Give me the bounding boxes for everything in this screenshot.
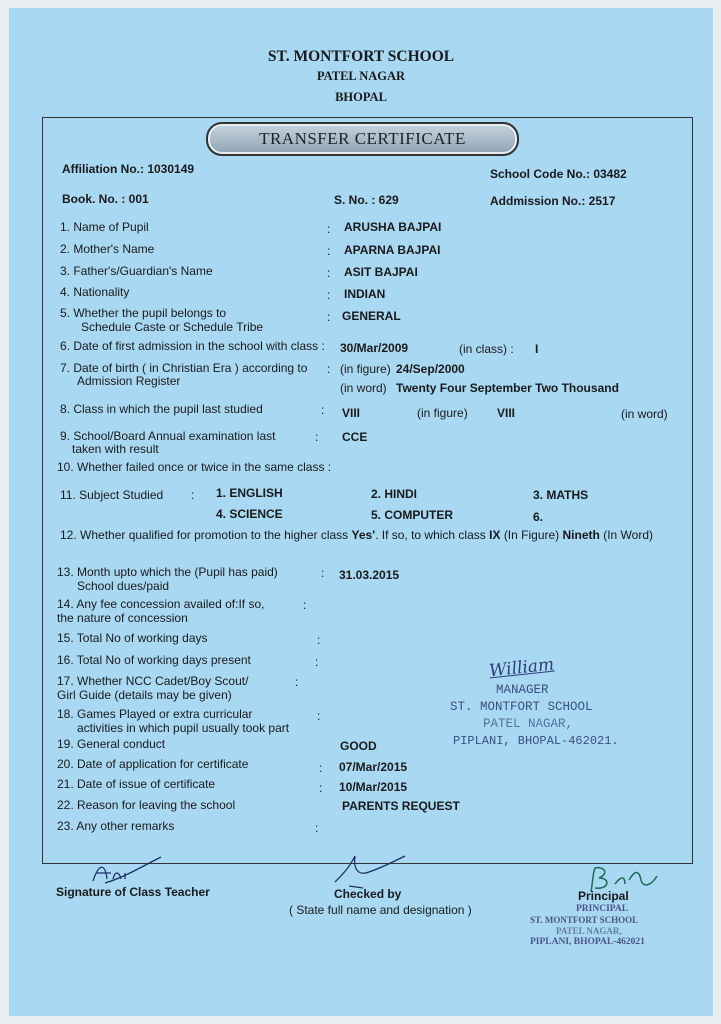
field-5-label-cont: Schedule Caste or Schedule Tribe xyxy=(81,320,264,334)
principal-stamp-area: PATEL NAGAR, xyxy=(556,926,622,936)
field-8-label: 8. Class in which the pupil last studied xyxy=(60,402,263,416)
in-figure-label: (in figure) xyxy=(340,362,391,376)
admission-number: Addmission No.: 2517 xyxy=(490,194,616,208)
colon: : xyxy=(327,310,331,324)
field-1-label: 1. Name of Pupil xyxy=(60,220,149,234)
in-word-label: (In Word) xyxy=(603,528,653,542)
colon: : xyxy=(315,821,319,835)
subject-5: 5. COMPUTER xyxy=(371,508,454,522)
serial-number: S. No. : 629 xyxy=(334,193,399,207)
certificate-title: TRANSFER CERTIFICATE xyxy=(259,129,466,148)
subject-3: 3. MATHS xyxy=(533,488,589,502)
field-14-label-cont: the nature of concession xyxy=(57,611,188,625)
subject-6: 6. xyxy=(533,510,544,524)
colon: : xyxy=(319,761,323,775)
colon: : xyxy=(315,430,319,444)
field-16-label: 16. Total No of working days present xyxy=(57,653,251,667)
field-18-label-cont: activities in which pupil usually took part xyxy=(77,721,290,735)
manager-signature: William xyxy=(488,654,556,682)
field-5-label: 5. Whether the pupil belongs to xyxy=(60,306,227,320)
field-14-label: 14. Any fee concession availed of:If so, xyxy=(57,597,265,611)
school-area: PATEL NAGAR xyxy=(316,69,406,83)
general-conduct: GOOD xyxy=(340,739,377,753)
promotion-class-word: Nineth xyxy=(562,528,600,542)
colon: : xyxy=(317,633,321,647)
nationality: INDIAN xyxy=(344,287,386,301)
last-class-figure: VIII xyxy=(342,406,361,420)
checked-by-label: Checked by xyxy=(334,887,402,901)
field-21-label: 21. Date of issue of certificate xyxy=(57,777,216,791)
leaving-reason: PARENTS REQUEST xyxy=(342,799,460,813)
school-city: BHOPAL xyxy=(335,90,387,104)
manager-stamp-area: PATEL NAGAR, xyxy=(483,717,574,731)
field-15-label: 15. Total No of working days xyxy=(57,631,208,645)
field-10-label: 10. Whether failed once or twice in the same class : xyxy=(57,460,332,474)
field-4-label: 4. Nationality xyxy=(60,285,130,299)
in-class-label: (in class) : xyxy=(459,342,514,356)
field-7-label: 7. Date of birth ( in Christian Era ) according to xyxy=(60,361,308,375)
field-3-label: 3. Father's/Guardian's Name xyxy=(60,264,213,278)
application-date: 07/Mar/2015 xyxy=(339,760,408,774)
father-name: ASIT BAJPAI xyxy=(344,265,418,279)
title-banner xyxy=(206,122,519,156)
caste-category: GENERAL xyxy=(342,309,401,323)
mother-name: APARNA BAJPAI xyxy=(344,243,441,257)
pupil-name: ARUSHA BAJPAI xyxy=(344,220,442,234)
field-12-label-cont: . If so, to which class xyxy=(375,528,486,542)
field-6-label: 6. Date of first admission in the school with class : xyxy=(60,339,325,353)
field-11-label: 11. Subject Studied xyxy=(60,488,164,502)
dob-figure: 24/Sep/2000 xyxy=(396,362,465,376)
first-admission-date: 30/Mar/2009 xyxy=(340,341,409,355)
exam-result: CCE xyxy=(342,430,368,444)
field-19-label: 19. General conduct xyxy=(57,737,166,751)
field-22-label: 22. Reason for leaving the school xyxy=(57,798,236,812)
class-teacher-label: Signature of Class Teacher xyxy=(56,885,210,899)
field-20-label: 20. Date of application for certificate xyxy=(57,757,249,771)
school-code: School Code No.: 03482 xyxy=(490,167,627,181)
field-7-label-cont: Admission Register xyxy=(77,374,181,388)
colon: : xyxy=(321,403,325,417)
in-figure-label: (in figure) xyxy=(417,406,468,420)
colon: : xyxy=(327,222,331,236)
checked-by-note: ( State full name and designation ) xyxy=(289,903,472,917)
field-9-label: 9. School/Board Annual examination last xyxy=(60,429,276,443)
principal-label: Principal xyxy=(578,889,629,903)
last-class-word: VIII xyxy=(497,406,516,420)
field-12-line xyxy=(60,528,653,542)
colon: : xyxy=(315,655,319,669)
principal-stamp-address: PIPLANI, BHOPAL-462021 xyxy=(530,937,645,947)
in-figure-label: (In Figure) xyxy=(503,528,560,542)
field-2-label: 2. Mother's Name xyxy=(60,242,155,256)
in-word-label: (in word) xyxy=(340,381,387,395)
colon: : xyxy=(327,244,331,258)
manager-stamp-address: PIPLANI, BHOPAL-462021. xyxy=(453,734,619,748)
field-17-label-cont: Girl Guide (details may be given) xyxy=(57,688,232,702)
field-13-label: 13. Month upto which the (Pupil has paid) xyxy=(57,565,278,579)
in-word-label: (in word) xyxy=(621,407,668,421)
first-admission-class: I xyxy=(535,342,539,356)
field-18-label: 18. Games Played or extra curricular xyxy=(57,707,253,721)
principal-stamp-title: PRINCIPAL xyxy=(576,904,629,914)
subject-1: 1. ENGLISH xyxy=(216,486,283,500)
colon: : xyxy=(327,362,331,376)
colon: : xyxy=(327,288,331,302)
field-12-label: 12. Whether qualified for promotion to the higher class xyxy=(60,528,349,542)
school-name: ST. MONTFORT SCHOOL xyxy=(267,48,455,65)
colon: : xyxy=(317,709,321,723)
dues-paid-month: 31.03.2015 xyxy=(339,568,400,582)
affiliation-number: Affiliation No.: 1030149 xyxy=(62,162,195,176)
promotion-answer: Yes' xyxy=(351,528,376,542)
dob-words: Twenty Four September Two Thousand xyxy=(396,381,619,395)
colon: : xyxy=(295,675,299,689)
field-13-label-cont: School dues/paid xyxy=(77,579,170,593)
colon: : xyxy=(191,488,195,502)
manager-stamp-title: MANAGER xyxy=(496,683,549,697)
colon: : xyxy=(303,598,307,612)
principal-stamp-school: ST. MONTFORT SCHOOL xyxy=(530,915,639,925)
field-23-label: 23. Any other remarks xyxy=(57,819,175,833)
colon: : xyxy=(319,781,323,795)
subject-4: 4. SCIENCE xyxy=(216,507,283,521)
book-number: Book. No. : 001 xyxy=(62,192,149,206)
issue-date: 10/Mar/2015 xyxy=(339,780,408,794)
subject-2: 2. HINDI xyxy=(371,487,418,501)
certificate-paper xyxy=(9,8,713,1016)
field-17-label: 17. Whether NCC Cadet/Boy Scout/ xyxy=(57,674,249,688)
colon: : xyxy=(327,266,331,280)
promotion-class: IX xyxy=(489,528,501,542)
field-9-label-cont: taken with result xyxy=(72,442,159,456)
colon: : xyxy=(321,566,325,580)
manager-stamp-school: ST. MONTFORT SCHOOL xyxy=(450,700,593,714)
